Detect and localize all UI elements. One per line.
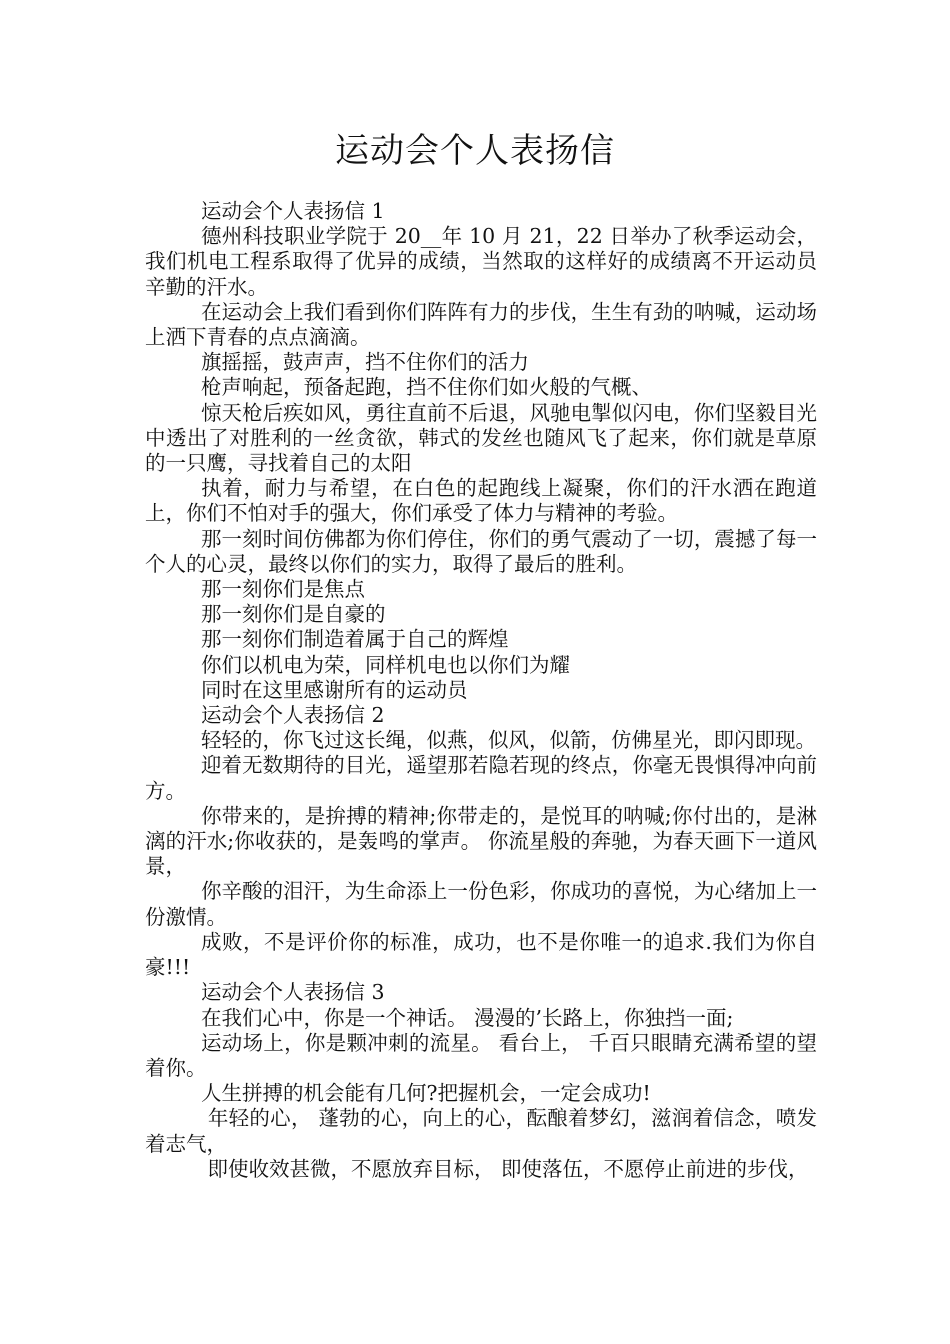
- paragraph: 在我们心中，你是一个神话。 漫漫的’长路上，你独挡一面;: [201, 1005, 734, 1030]
- paragraph: 那一刻你们是自豪的: [201, 602, 386, 627]
- paragraph: 旗摇摇，鼓声声，挡不住你们的活力: [201, 350, 529, 375]
- section-heading-3: 运动会个人表扬信 3: [201, 980, 385, 1005]
- document-body: [145, 199, 817, 1182]
- paragraph: 即使收效甚微，不愿放弃目标， 即使落伍，不愿停止前进的步伐，: [201, 1156, 809, 1181]
- paragraph: 运动场上，你是颗冲刺的流星。 看台上， 千百只眼睛充满希望的望着你。: [145, 1030, 817, 1080]
- paragraph: 成败，不是评价你的标准，成功，也不是你唯一的追求.我们为你自豪!!!: [145, 929, 817, 980]
- section-heading-2: 运动会个人表扬信 2: [201, 703, 385, 728]
- document-title: 运动会个人表扬信: [335, 131, 615, 171]
- paragraph: 年轻的心， 蓬勃的心，向上的心，酝酿着梦幻，滋润着信念，喷发着志气，: [145, 1106, 817, 1156]
- paragraph: 惊天枪后疾如风，勇往直前不后退，风驰电掣似闪电，你们坚毅目光中透出了对胜利的一丝贪欲，韩式的发丝也随风飞了起来，你们就是草原的一只鹰，寻找着自己的太阳: [145, 400, 817, 476]
- section-heading-1: 运动会个人表扬信 1: [201, 199, 385, 223]
- paragraph: 你辛酸的泪汗，为生命添上一份色彩，你成功的喜悦，为心绪加上一份激情。: [145, 879, 817, 929]
- paragraph: 在运动会上我们看到你们阵阵有力的步伐，生生有劲的呐喊，运动场上洒下青春的点点滴滴。: [145, 299, 817, 350]
- paragraph: 那一刻你们制造着属于自己的辉煌: [201, 627, 509, 652]
- paragraph: 你带来的，是拚搏的精神;你带走的，是悦耳的呐喊;你付出的，是淋漓的汗水;你收获的，是轰鸣的掌声。 你流星般的奔驰，为春天画下一道风景，: [145, 803, 817, 879]
- paragraph: 同时在这里感谢所有的运动员: [201, 677, 468, 702]
- paragraph: 枪声响起，预备起跑，挡不住你们如火般的气概、: [201, 375, 652, 400]
- paragraph: 迎着无数期待的目光，遥望那若隐若现的终点，你毫无畏惧得冲向前方。: [145, 753, 817, 803]
- paragraph: 人生拼搏的机会能有几何?把握机会，一定会成功!: [201, 1081, 651, 1106]
- paragraph: 你们以机电为荣，同样机电也以你们为耀: [201, 652, 570, 677]
- paragraph: 那一刻你们是焦点: [201, 577, 365, 602]
- paragraph: 德州科技职业学院于 20__年 10 月 21，22 日举办了秋季运动会，我们机电工程系取得了优异的成绩，当然取的这样好的成绩离不开运动员辛勤的汗水。: [145, 224, 817, 299]
- paragraph: 那一刻时间仿佛都为你们停住，你们的勇气震动了一切，震撼了每一个人的心灵，最终以你们的实力，取得了最后的胜利。: [145, 526, 817, 576]
- paragraph: 轻轻的，你飞过这长绳，似燕，似风，似箭，仿佛星光，即闪即现。: [201, 728, 816, 753]
- paragraph: 执着，耐力与希望，在白色的起跑线上凝聚，你们的汗水洒在跑道上，你们不怕对手的强大，你们承受了体力与精神的考验。: [145, 476, 817, 526]
